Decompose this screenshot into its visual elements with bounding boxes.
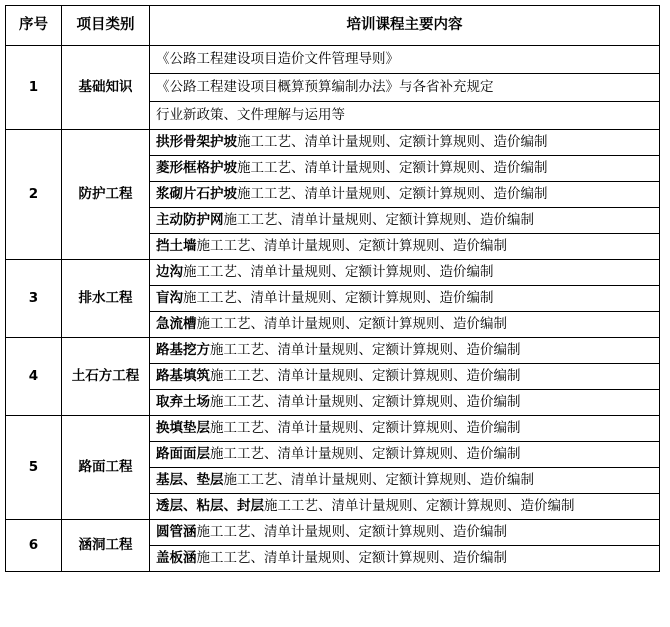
table-row [6,260,660,286]
header-row [6,6,660,46]
content-cell [150,74,660,102]
content-cell [150,442,660,468]
header-category: 项目类别 [62,6,150,46]
item-description: 施工工艺、清单计量规则、定额计算规则、造价编制 [223,211,534,228]
item-description: 施工工艺、清单计量规则、定额计算规则、造价编制 [183,263,494,280]
content-cell [150,46,660,74]
table-row [6,416,660,442]
section-number: 1 [6,46,62,130]
section-category: 土石方工程 [62,338,150,416]
content-cell [150,390,660,416]
item-description: 施工工艺、清单计量规则、定额计算规则、造价编制 [183,289,494,306]
content-cell [150,156,660,182]
item-description: 施工工艺、清单计量规则、定额计算规则、造价编制 [210,445,521,462]
item-description: 施工工艺、清单计量规则、定额计算规则、造价编制 [237,185,548,202]
section-category: 防护工程 [62,130,150,260]
item-title: 急流槽 [156,315,197,332]
item-description: 行业新政策、文件理解与运用等 [156,106,345,123]
item-description: 施工工艺、清单计量规则、定额计算规则、造价编制 [196,549,507,566]
item-description: 施工工艺、清单计量规则、定额计算规则、造价编制 [196,523,507,540]
item-description: 《公路工程建设项目造价文件管理导则》 [156,50,399,67]
content-cell [150,468,660,494]
content-cell [150,208,660,234]
section-category: 排水工程 [62,260,150,338]
item-description: 施工工艺、清单计量规则、定额计算规则、造价编制 [196,315,507,332]
item-title: 拱形骨架护坡 [156,133,237,150]
content-cell [150,312,660,338]
item-description: 施工工艺、清单计量规则、定额计算规则、造价编制 [210,393,521,410]
section-number: 2 [6,130,62,260]
content-cell [150,286,660,312]
table-row [6,520,660,546]
item-description: 施工工艺、清单计量规则、定额计算规则、造价编制 [237,159,548,176]
content-cell [150,416,660,442]
item-title: 盖板涵 [156,549,197,566]
content-cell [150,520,660,546]
item-description: 施工工艺、清单计量规则、定额计算规则、造价编制 [210,367,521,384]
section-category: 基础知识 [62,46,150,130]
item-title: 圆管涵 [156,523,197,540]
item-title: 边沟 [156,263,183,280]
section-number: 5 [6,416,62,520]
content-cell [150,130,660,156]
item-title: 路基挖方 [156,341,210,358]
item-title: 盲沟 [156,289,183,306]
item-title: 基层、垫层 [156,471,224,488]
content-cell [150,546,660,572]
content-cell [150,234,660,260]
section-number: 6 [6,520,62,572]
section-category: 路面工程 [62,416,150,520]
item-description: 施工工艺、清单计量规则、定额计算规则、造价编制 [210,341,521,358]
content-cell [150,182,660,208]
table-row [6,130,660,156]
section-number: 4 [6,338,62,416]
header-content: 培训课程主要内容 [150,6,660,46]
content-cell [150,364,660,390]
table-row [6,338,660,364]
item-description: 施工工艺、清单计量规则、定额计算规则、造价编制 [196,237,507,254]
item-title: 菱形框格护坡 [156,159,237,176]
item-title: 路面面层 [156,445,210,462]
table-body [6,46,660,572]
item-description: 施工工艺、清单计量规则、定额计算规则、造价编制 [264,497,575,514]
item-title: 透层、粘层、封层 [156,497,264,514]
item-description: 施工工艺、清单计量规则、定额计算规则、造价编制 [237,133,548,150]
section-category: 涵洞工程 [62,520,150,572]
content-cell [150,494,660,520]
course-table [5,5,660,572]
item-title: 路基填筑 [156,367,210,384]
item-title: 浆砌片石护坡 [156,185,237,202]
item-description: 施工工艺、清单计量规则、定额计算规则、造价编制 [223,471,534,488]
header-seq: 序号 [6,6,62,46]
table-row [6,46,660,74]
item-description: 施工工艺、清单计量规则、定额计算规则、造价编制 [210,419,521,436]
content-cell [150,102,660,130]
item-title: 挡土墙 [156,237,197,254]
item-title: 换填垫层 [156,419,210,436]
item-title: 取弃土场 [156,393,210,410]
content-cell [150,338,660,364]
item-title: 主动防护网 [156,211,224,228]
content-cell [150,260,660,286]
item-description: 《公路工程建设项目概算预算编制办法》与各省补充规定 [156,78,494,95]
section-number: 3 [6,260,62,338]
